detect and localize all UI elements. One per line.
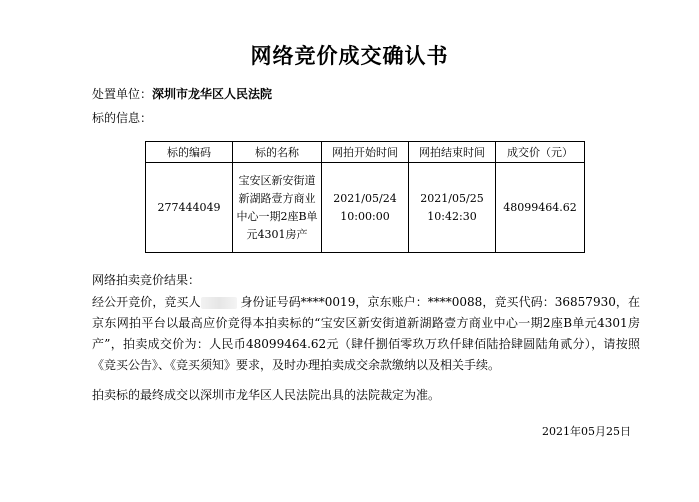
document-date: 2021年05月25日: [542, 425, 631, 438]
start-date: 2021/05/24: [333, 191, 397, 205]
final-note: 拍卖标的最终成交以深圳市龙华区人民法院出具的法院裁定为准。: [92, 388, 441, 402]
end-time: 10:42:30: [427, 209, 477, 223]
document-title: 网络竞价成交确认书: [250, 44, 449, 68]
cell-lot-name: 宝安区新安街道新湖路壹方商业中心一期2座B单元4301房产: [233, 163, 322, 253]
disposal-unit-name: 深圳市龙华区人民法院: [152, 87, 273, 101]
cell-end-time: [409, 163, 496, 253]
cell-price: 48099464.62: [496, 163, 585, 253]
lot-info-label: 标的信息：: [92, 111, 153, 125]
start-time: 10:00:00: [340, 209, 390, 223]
header-lot-code: 标的编码: [146, 142, 233, 163]
header-end-time: 网拍结束时间: [409, 142, 496, 163]
disposal-unit-row: [92, 85, 272, 102]
header-start-time: 网拍开始时间: [322, 142, 409, 163]
auction-result-label: 网络拍卖竞价结果：: [92, 273, 201, 287]
table-row: [146, 163, 585, 253]
auction-result-body: [92, 292, 640, 376]
lot-table-header-row: [146, 142, 585, 163]
redacted-name: [201, 297, 237, 309]
header-lot-name: 标的名称: [233, 142, 322, 163]
lot-table: [145, 141, 585, 253]
header-price: 成交价（元）: [496, 142, 585, 163]
cell-start-time: [322, 163, 409, 253]
cell-lot-code: 277444049: [146, 163, 233, 253]
end-date: 2021/05/25: [420, 191, 484, 205]
disposal-unit-label: 处置单位：: [92, 87, 153, 101]
result-text-part1: 经公开竞价，竞买人: [92, 295, 201, 309]
result-text-part2: 身份证号码****0019，京东账户：****0088，竞买代码：36857930，在京东网拍平台以最高应价竞得本拍卖标的“宝安区新安街道新湖路壹方商业中心一期2座B单元4301房产”，拍卖成交价为：人民币48099464.62元（肆仟捌佰零玖万玖仟肆佰陆拾肆圆陆角贰分），请按照《竞买公告》、《竞买须知》要求，及时办理拍卖成交余款缴纳以及相关手续。: [92, 295, 640, 372]
